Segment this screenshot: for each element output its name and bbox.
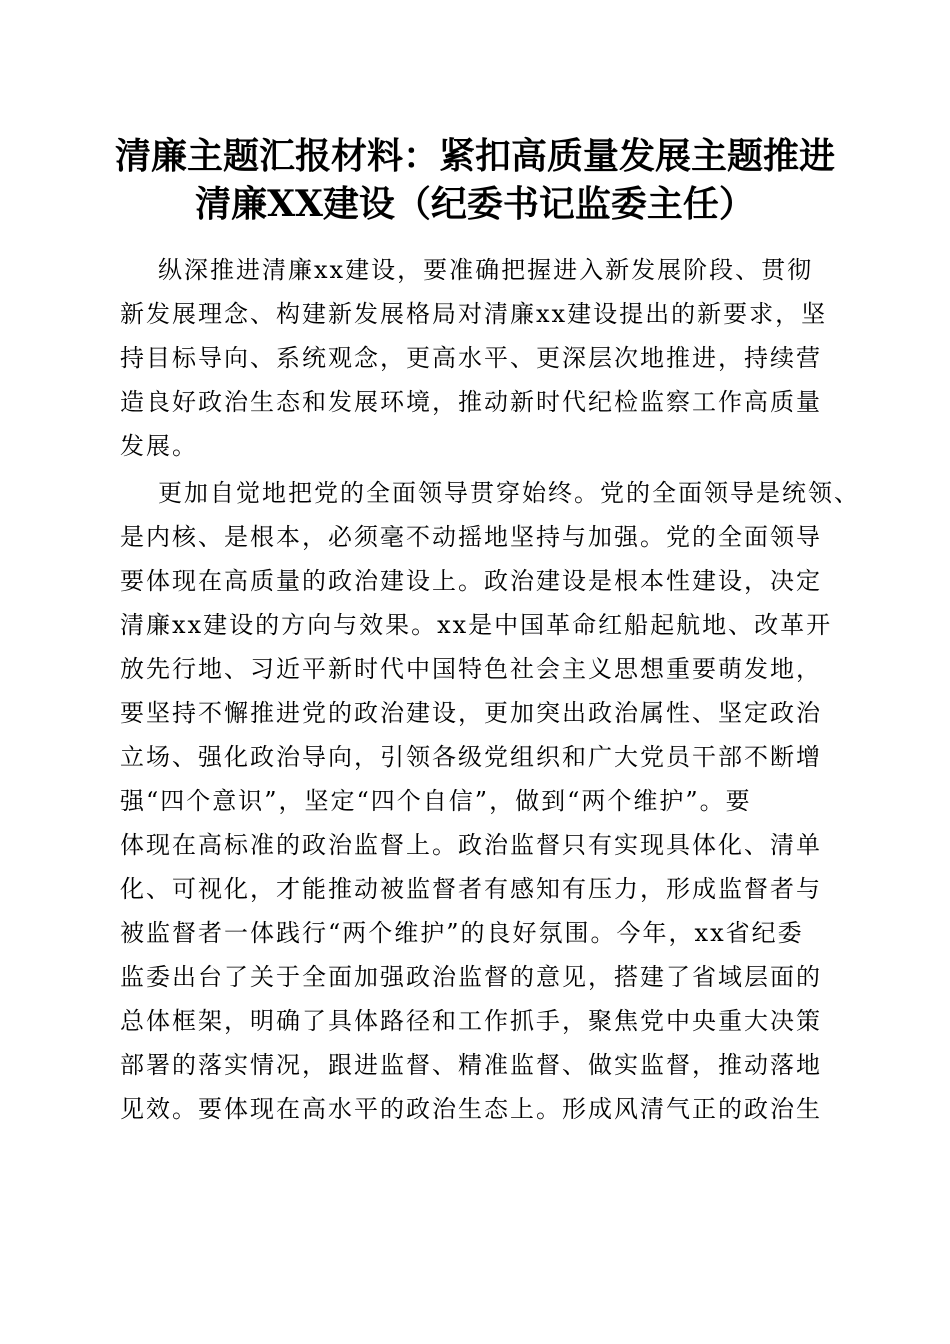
document-body [120,248,860,1131]
paragraph-line: 监委出台了关于全面加强政治监督的意见，搭建了省域层面的 [120,963,822,991]
paragraph-line: 见效。要体现在高水平的政治生态上。形成风清气正的政治生 [120,1095,822,1123]
paragraph-line: 强“四个意识”，坚定“四个自信”，做到“两个维护”。要 [120,787,752,815]
paragraph-line: 造良好政治生态和发展环境，推动新时代纪检监察工作高质量 [120,388,822,416]
paragraph-line: 总体框架，明确了具体路径和工作抓手，聚焦党中央重大决策 [120,1007,822,1035]
paragraph-2 [120,471,860,1131]
paragraph-line: 化、可视化，才能推动被监督者有感知有压力，形成监督者与 [120,875,822,903]
document-title-line-1: 清廉主题汇报材料：紧扣高质量发展主题推进 [114,135,835,177]
paragraph-line: 体现在高标准的政治监督上。政治监督只有实现具体化、清单 [120,831,822,859]
paragraph-line: 部署的落实情况，跟进监督、精准监督、做实监督，推动落地 [120,1051,822,1079]
document-title-line-2: 清廉XX建设（纪委书记监委主任） [195,183,755,225]
paragraph-1 [120,248,830,468]
paragraph-line: 纵深推进清廉xx建设，要准确把握进入新发展阶段、贯彻 [158,256,814,284]
paragraph-line: 要体现在高质量的政治建设上。政治建设是根本性建设，决定 [120,567,822,595]
paragraph-line: 要坚持不懈推进党的政治建设，更加突出政治属性、坚定政治 [120,699,822,727]
paragraph-line: 更加自觉地把党的全面领导贯穿始终。党的全面领导是统领、 [158,479,860,507]
paragraph-line: 立场、强化政治导向，引领各级党组织和广大党员干部不断增 [120,743,822,771]
paragraph-line: 放先行地、习近平新时代中国特色社会主义思想重要萌发地， [120,655,822,683]
paragraph-line: 持目标导向、系统观念，更高水平、更深层次地推进，持续营 [120,344,822,372]
paragraph-line: 发展。 [120,432,198,460]
paragraph-line: 是内核、是根本，必须毫不动摇地坚持与加强。党的全面领导 [120,523,822,551]
paragraph-line: 清廉xx建设的方向与效果。xx是中国革命红船起航地、改革开 [120,611,833,639]
paragraph-line: 新发展理念、构建新发展格局对清廉xx建设提出的新要求，坚 [120,300,828,328]
paragraph-line: 被监督者一体践行“两个维护”的良好氛围。今年，xx省纪委 [120,919,804,947]
